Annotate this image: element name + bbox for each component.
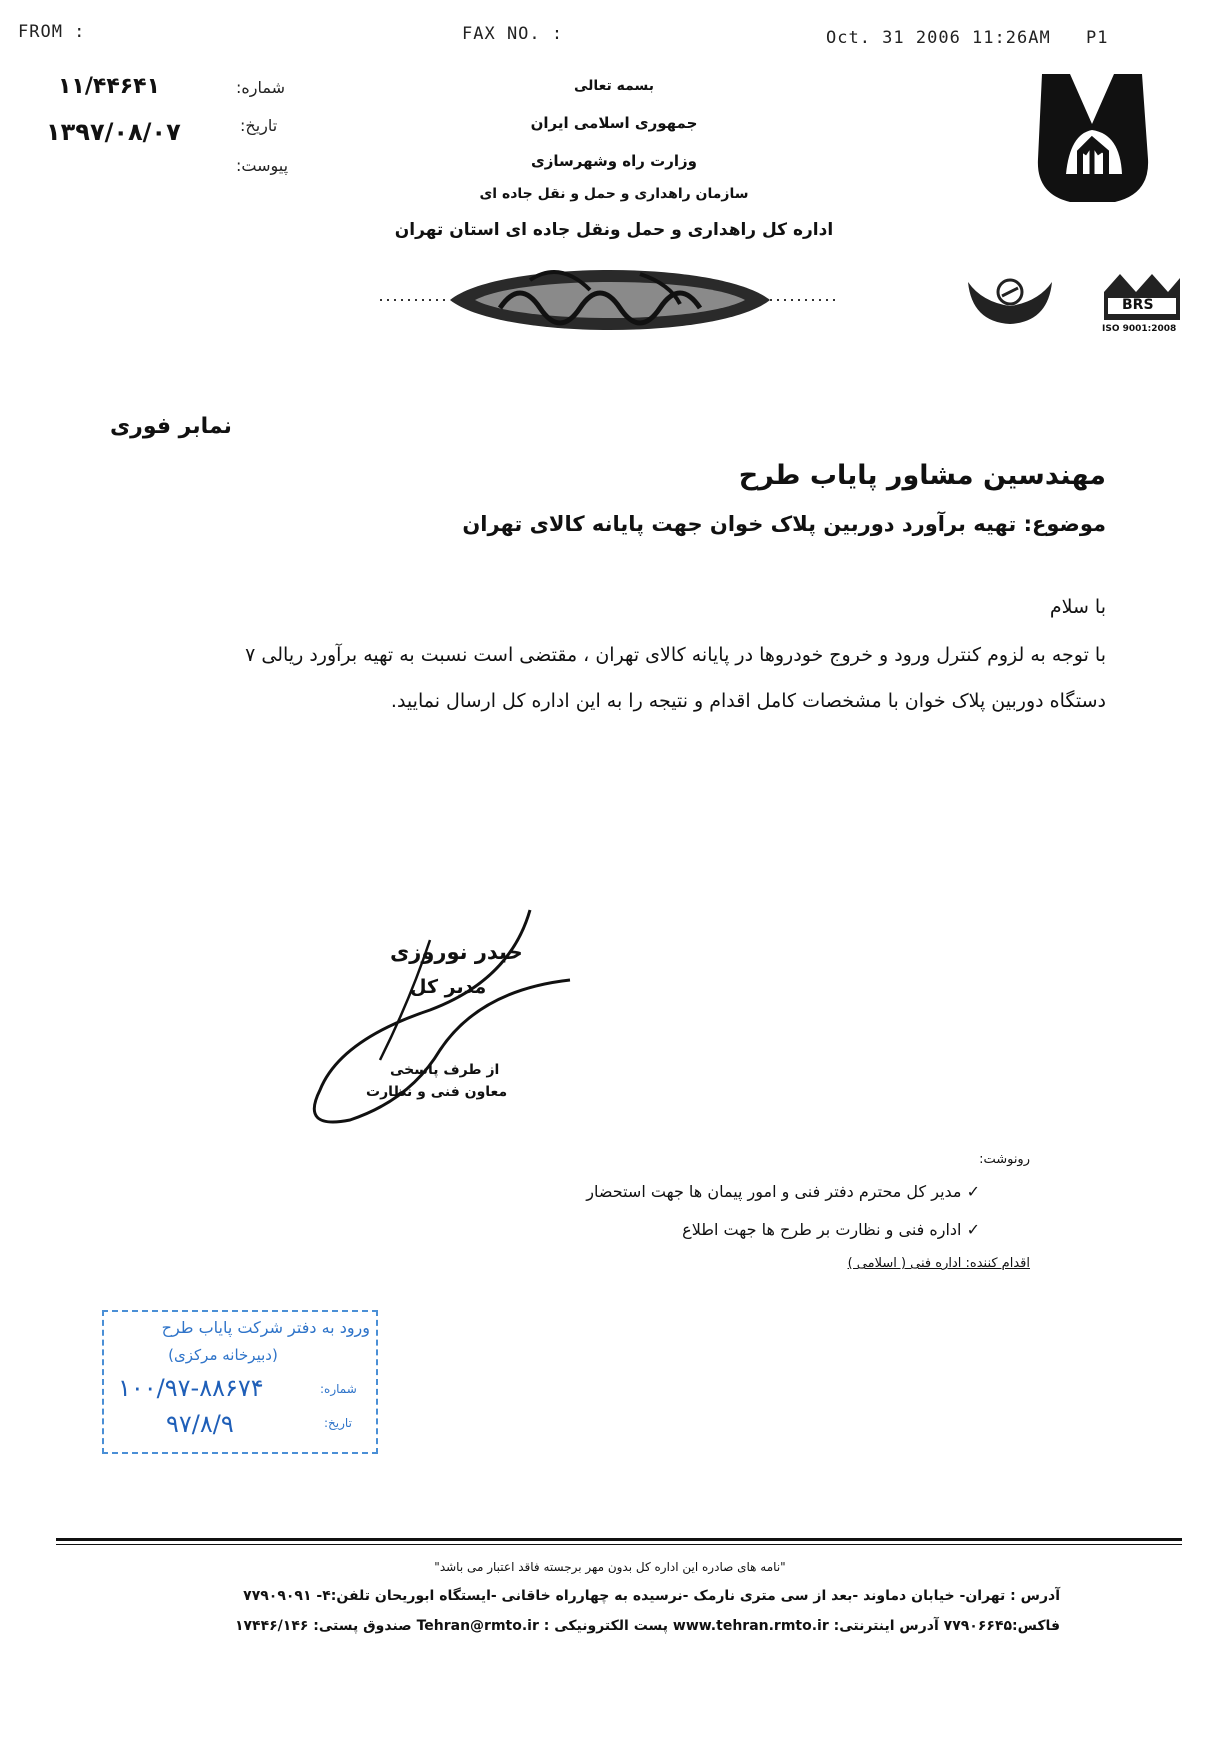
- slogan-calligraphy: [380, 250, 840, 340]
- cc-item-text: مدیر کل محترم دفتر فنی و امور پیمان ها جهت استحضار: [586, 1182, 962, 1201]
- checkmark-icon: ✓: [961, 1182, 980, 1201]
- deputy-title: معاون فنی و نظارت: [366, 1084, 508, 1100]
- fax-number-label: FAX NO. :: [462, 24, 564, 44]
- signatory-name: حیدر نوروزی: [390, 940, 523, 964]
- greeting: با سلام: [1049, 596, 1106, 618]
- signatory-title: مدیر کل: [410, 976, 487, 998]
- body-line-1: با توجه به لزوم کنترل ورود و خروج خودروها در پایانه کالای تهران ، مقتضی است نسبت به تهیه برآورد ریالی ۷: [245, 644, 1106, 666]
- iso-certification-text: ISO 9001:2008: [1102, 324, 1177, 334]
- footer-address: آدرس : تهران- خیابان دماوند -بعد از سی متری نارمک -نرسیده به چهارراه خاقانی -ایستگاه ابوریحان تلفن:۴- ۷۷۹۰۹۰۹۱: [243, 1588, 1060, 1604]
- bismillah: بسمه تعالی: [573, 78, 655, 94]
- letter-attachment-label: پیوست:: [236, 156, 289, 175]
- header-line-directorate: اداره کل راهداری و حمل ونقل جاده ای استان تهران: [394, 220, 834, 240]
- header-line-republic: جمهوری اسلامی ایران: [530, 114, 698, 132]
- cc-item: [440, 1182, 980, 1201]
- urgent-fax-label: نمابر فوری: [110, 414, 232, 439]
- cc-item: [440, 1220, 980, 1239]
- iso-wreath-logo: [962, 262, 1058, 334]
- action-by: اقدام کننده: اداره فنی ( اسلامی ): [847, 1256, 1030, 1271]
- stamp-number-value: ۱۰۰/۹۷-۸۸۶۷۴: [118, 1374, 264, 1402]
- brs-text: BRS: [1122, 297, 1154, 313]
- fax-header: [0, 22, 1228, 52]
- fax-page-number: P1: [1086, 28, 1109, 48]
- footer-notice: "نامه های صادره این اداره کل بدون مهر برجسته فاقد اعتبار می باشد": [434, 1560, 786, 1574]
- stamp-title: ورود به دفتر شرکت پایاب طرح: [161, 1318, 370, 1337]
- letter-number-label: شماره:: [236, 78, 286, 97]
- recipient: مهندسین مشاور پایاب طرح: [738, 460, 1106, 491]
- brs-certification-logo: [1100, 262, 1184, 338]
- fax-datetime: Oct. 31 2006 11:26AM: [826, 28, 1051, 48]
- checkmark-icon: ✓: [961, 1220, 980, 1239]
- footer-divider: [56, 1544, 1182, 1545]
- letter-date-value: ۱۳۹۷/۰۸/۰۷: [46, 118, 181, 146]
- cc-item-text: اداره فنی و نظارت بر طرح ها جهت اطلاع: [682, 1220, 962, 1239]
- stamp-date-label: تاریخ:: [324, 1416, 352, 1430]
- signature-block: [280, 900, 600, 1130]
- stamp-number-label: شماره:: [320, 1382, 357, 1396]
- header-line-organization: سازمان راهداری و حمل و نقل جاده ای: [479, 186, 749, 202]
- on-behalf-label: از طرف پاسخی: [390, 1062, 500, 1078]
- stamp-date-value: ۹۷/۸/۹: [166, 1410, 234, 1438]
- stamp-subtitle: (دبیرخانه مرکزی): [168, 1346, 278, 1364]
- footer-divider: [56, 1538, 1182, 1541]
- body-line-2: دستگاه دوربین پلاک خوان با مشخصات کامل اقدام و نتیجه را به این اداره کل ارسال نمایید.: [390, 690, 1106, 712]
- header-line-ministry: وزارت راه وشهرسازی: [531, 152, 697, 170]
- receipt-stamp: [102, 1310, 378, 1454]
- organization-logo: [1030, 64, 1155, 209]
- fax-from-label: FROM :: [18, 22, 86, 42]
- subject-line: موضوع: تهیه برآورد دوربین پلاک خوان جهت پایانه کالای تهران: [462, 512, 1106, 536]
- letter-date-label: تاریخ:: [240, 116, 278, 135]
- letter-number-value: ۱۱/۴۴۶۴۱: [58, 74, 161, 99]
- cc-label: رونوشت:: [979, 1152, 1030, 1167]
- footer-contact: فاکس:۷۷۹۰۶۶۴۵ آدرس اینترنتی: www.tehran.rmto.ir پست الکترونیکی : Tehran@rmto.ir صندوق پستی: ۱۷۴۴۶/۱۴۶: [234, 1618, 1060, 1634]
